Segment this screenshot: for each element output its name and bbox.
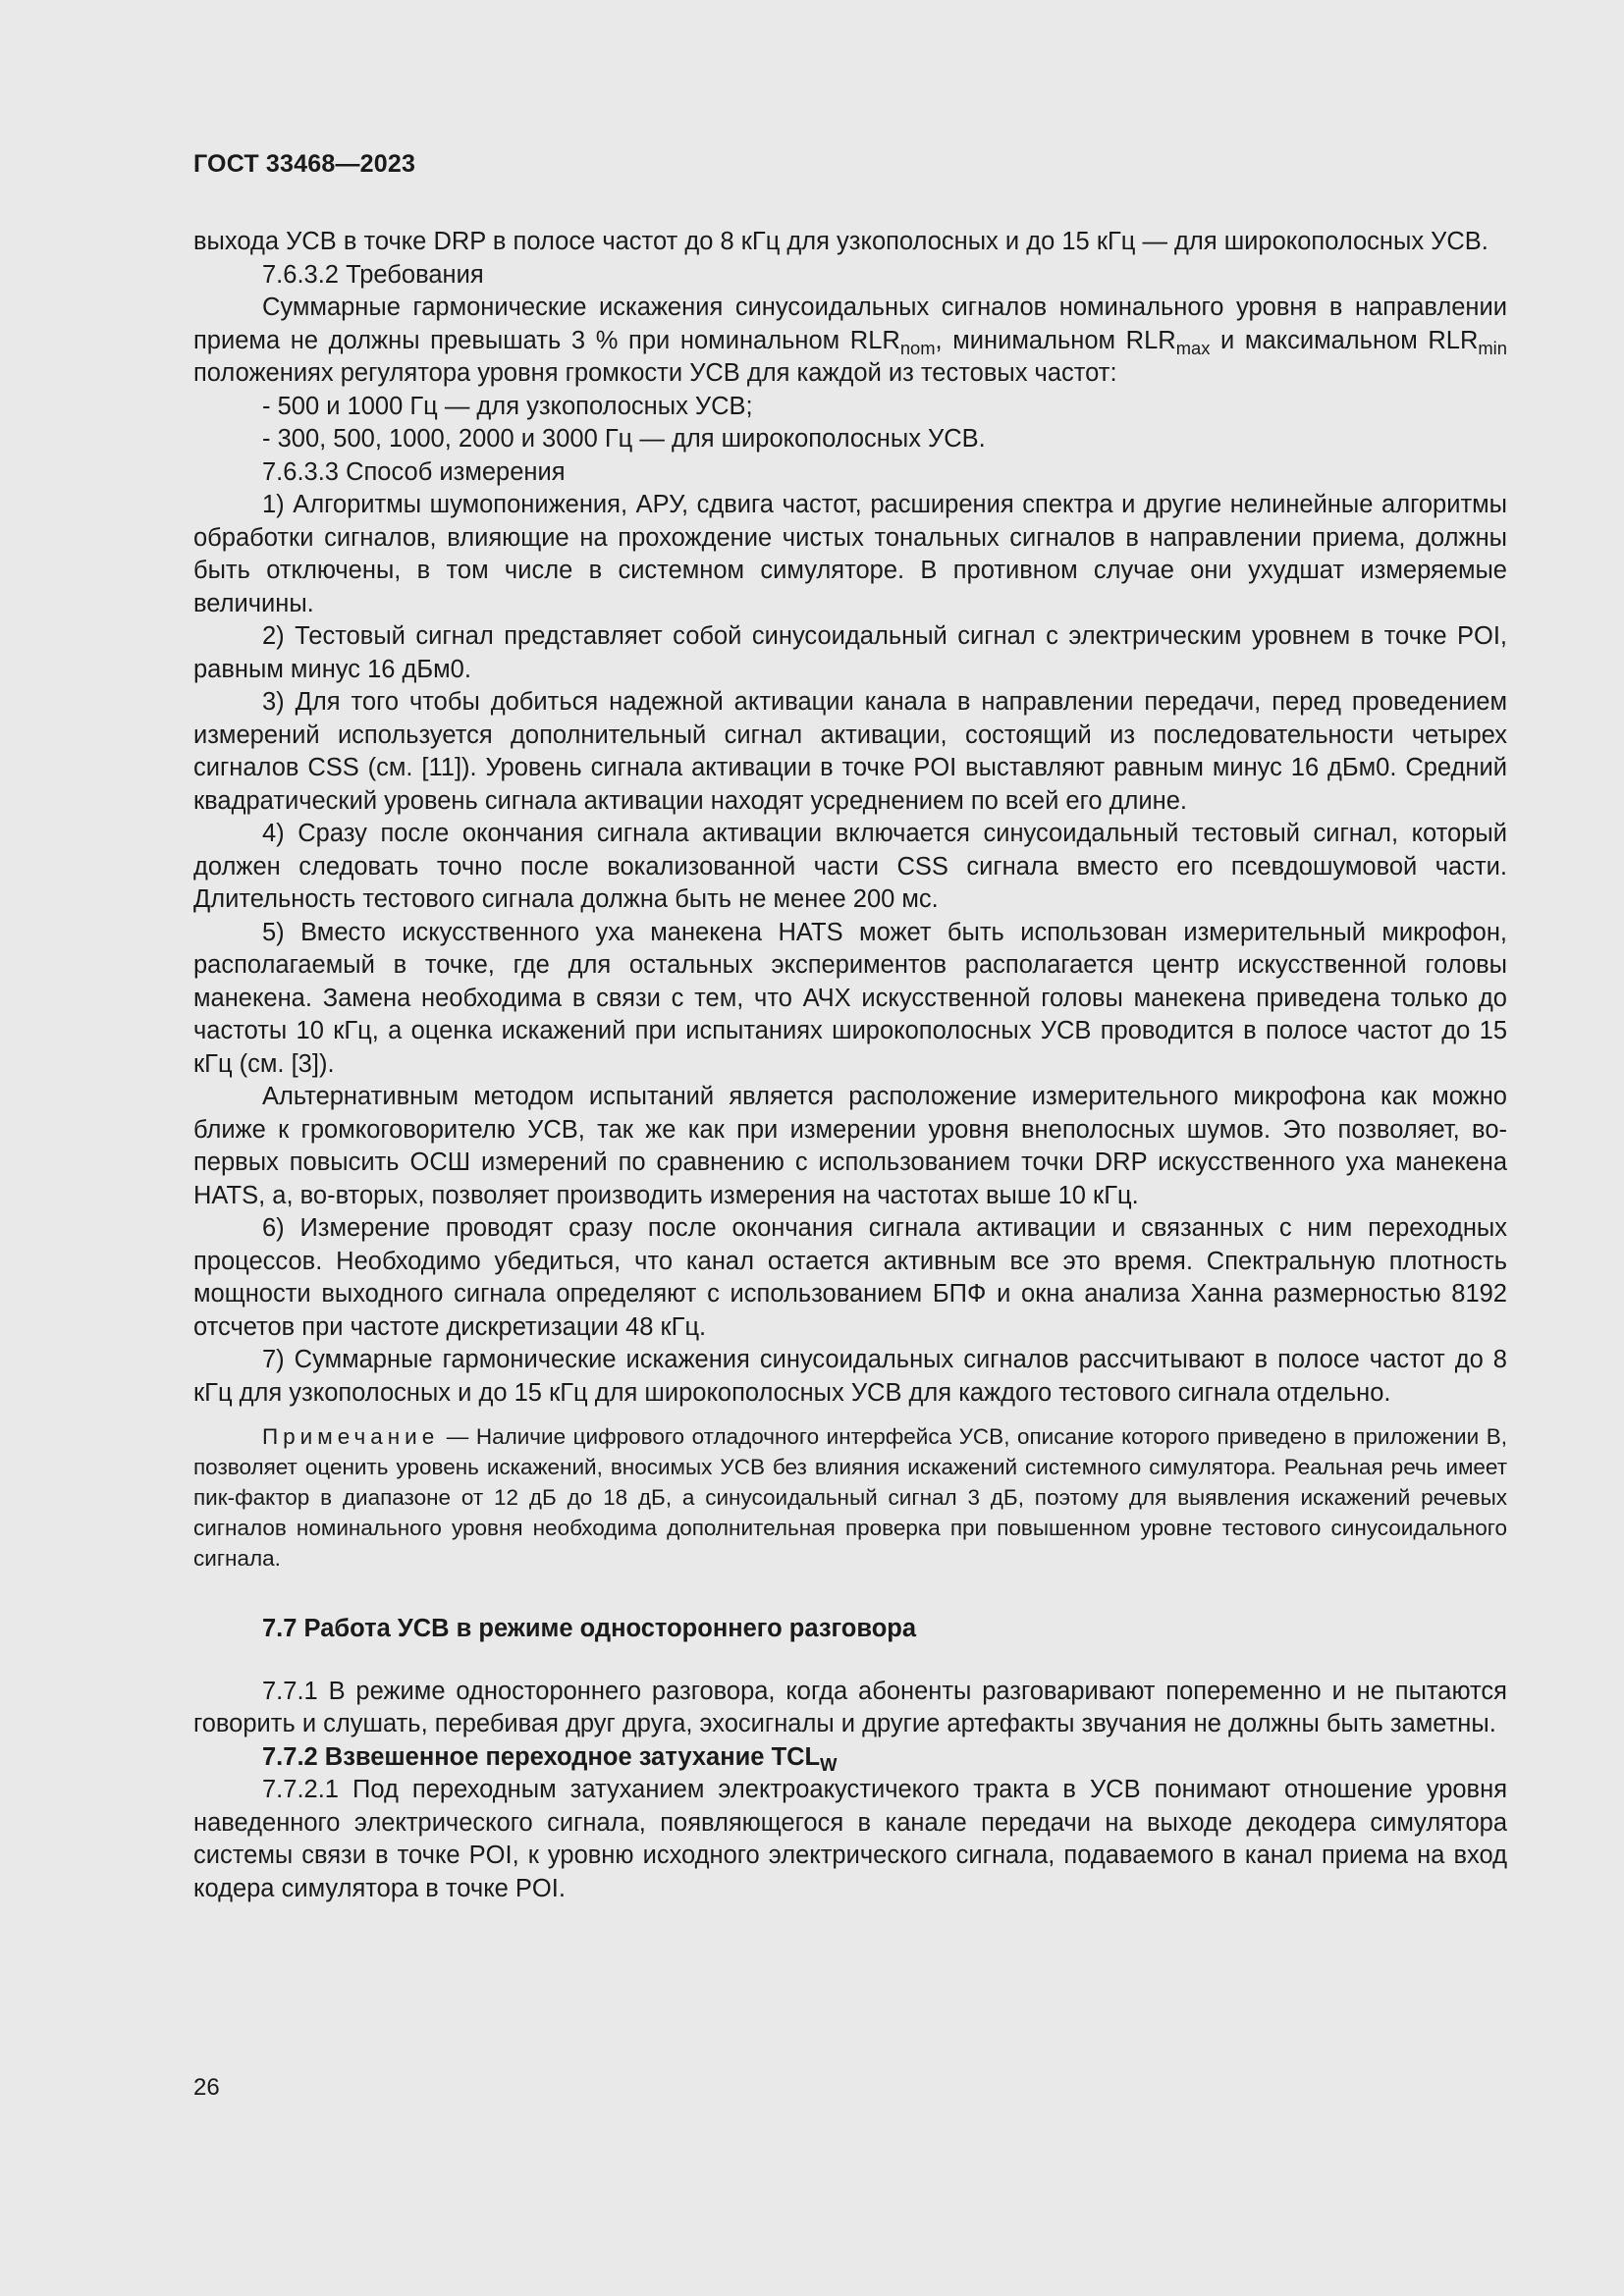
method-step-5-alternative: Альтернативным методом испытаний является расположение измерительного микрофона как можно ближе к громкоговорителю УСВ, так же как при измерении уровня внеполосных шумов. Это позволяет, во-первых повысить ОСШ измерений по сравнению с использованием точки DRP искусственного уха манекена HATS, а, во-вторых, позволяет производить измерения на частотах выше 10 кГц. bbox=[193, 1083, 1507, 1209]
method-step-7: 7) Суммарные гармонические искажения синусоидальных сигналов рассчитывают в полосе частот до 8 кГц для узкополосных и до 15 кГц для широкополосных УСВ для каждого тестового сигнала отдельно. bbox=[193, 1346, 1507, 1407]
paragraph-continuation: выхода УСВ в точке DRP в полосе частот до 8 кГц для узкополосных и до 15 кГц — для широкополосных УСВ. bbox=[193, 228, 1489, 255]
page-number: 26 bbox=[193, 2074, 220, 2101]
method-step-2: 2) Тестовый сигнал представляет собой синусоидальный сигнал с электрическим уровнем в точке POI, равным минус 16 дБм0. bbox=[193, 622, 1507, 683]
page-content bbox=[193, 226, 1507, 1905]
list-item: - 500 и 1000 Гц — для узкополосных УСВ; bbox=[262, 392, 753, 420]
paragraph-7-7-1: 7.7.1 В режиме одностороннего разговора, когда абоненты разговаривают попеременно и не пытаются говорить и слушать, перебивая друг друга, эхосигналы и другие артефакты звучания не должны быть заметны. bbox=[193, 1677, 1507, 1737]
note: Примечание — Наличие цифрового отладочного интерфейса УСВ, описание которого приведено в приложении В, позволяет оценить уровень искажений, вносимых УСВ без влияния искажений системного симулятора. Реальная речь имеет пик-фактор в диапазоне от 12 дБ до 18 дБ, а синусоидальный сигнал 3 дБ, поэтому для выявления искажений речевых сигналов номинального уровня необходима дополнительная проверка при повышенном уровне тестового синусоидального сигнала. bbox=[193, 1424, 1507, 1571]
section-heading-7-7-2: 7.7.2 Взвешенное переходное затухание $TCL_W$ bbox=[262, 1742, 838, 1775]
paragraph-7-7-2-1: 7.7.2.1 Под переходным затуханием электроакустичекого тракта в УСВ понимают отношение уровня наведенного электрического сигнала, появляющегося в канале передачи на выходе декодера симулятора системы связи в точке POI, к уровню исходного электрического сигнала, подаваемого в канал приема на вход кодера симулятора в точке POI. bbox=[193, 1776, 1507, 1902]
method-step-4: 4) Сразу после окончания сигнала активации включается синусоидальный тестовый сигнал, который должен следовать точно после вокализованной части CSS сигнала вместо его псевдошумовой части. Длительность тестового сигнала должна быть не менее 200 мс. bbox=[193, 820, 1507, 913]
section-title-7-6-3-3: 7.6.3.3 Способ измерения bbox=[262, 457, 566, 486]
method-step-6: 6) Измерение проводят сразу после окончания сигнала активации и связанных с ним переходных процессов. Необходимо убедиться, что канал остается активным все это время. Спектральную плотность мощности выходного сигнала определяют с использованием БПФ и окна анализа Ханна размерностью 8192 отсчетов при частоте дискретизации 48 кГц. bbox=[193, 1214, 1507, 1341]
section-heading-7-7: 7.7 Работа УСВ в режиме одностороннего разговора bbox=[262, 1615, 917, 1642]
method-step-5: 5) Вместо искусственного уха манекена HATS может быть использован измерительный микрофон, располагаемый в точке, где для остальных экспериментов располагается центр искусственной головы манекена. Замена необходима в связи с тем, что АЧХ искусственной головы манекена приведена только до частоты 10 кГц, а оценка искажений при испытаниях широкополосных УСВ проводится в полосе частот до 15 кГц (см. [3]). bbox=[193, 918, 1507, 1078]
list-item: - 300, 500, 1000, 2000 и 3000 Гц — для широкополосных УСВ. bbox=[262, 425, 986, 453]
method-step-3: 3) Для того чтобы добиться надежной активации канала в направлении передачи, перед проведением измерений используется дополнительный сигнал активации, состоящий из последовательности четырех сигналов CSS (см. [11]). Уровень сигнала активации в точке POI выставляют равным минус 16 дБм0. Средний квадратический уровень сигнала активации находят усреднением по всей его длине. bbox=[193, 688, 1507, 815]
document-header: ГОСТ 33468—2023 bbox=[193, 150, 416, 178]
section-title-7-6-3-2: 7.6.3.2 Требования bbox=[262, 260, 484, 289]
note-label: Примечание bbox=[262, 1424, 440, 1449]
paragraph-requirements: Суммарные гармонические искажения синусоидальных сигналов номинального уровня в направлении приема не должны превышать 3 % при номинальном $RLR_{nom}$, минимальном $RLR_{max}$ и максимальном $RLR_{min}$ положениях регулятора уровня громкости УСВ для каждой из тестовых частот: bbox=[193, 294, 1507, 387]
method-step-1: 1) Алгоритмы шумопонижения, АРУ, сдвига частот, расширения спектра и другие нелинейные алгоритмы обработки сигналов, влияющие на прохождение чистых тональных сигналов в направлении приема, должны быть отключены, в том числе в системном симуляторе. В противном случае они ухудшат измеряемые величины. bbox=[193, 491, 1507, 617]
